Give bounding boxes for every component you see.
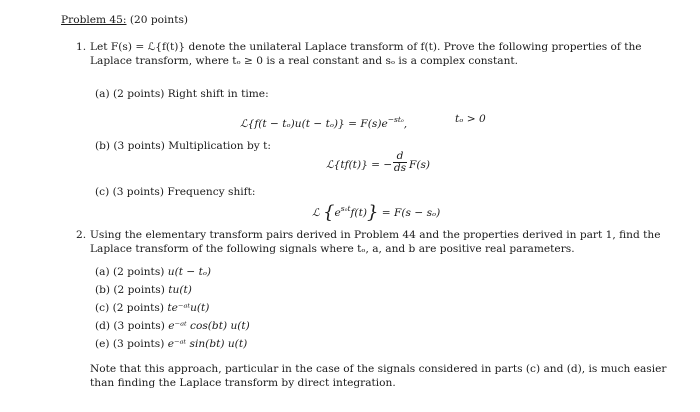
part1c-equation bbox=[312, 202, 441, 223]
part1-number: 1. bbox=[76, 41, 87, 53]
part2-item-d-label: (d) (3 points) bbox=[95, 320, 165, 332]
part1c-exponent: sₒt bbox=[340, 204, 351, 213]
part1c-ft: f(t) bbox=[350, 207, 367, 219]
part1c-equation-right: = F(s − sₒ) bbox=[381, 207, 441, 219]
part1a-label: (a) (2 points) Right shift in time: bbox=[95, 88, 269, 100]
part1c-label: (c) (3 points) Frequency shift: bbox=[95, 186, 256, 198]
problem-label: Problem 45: bbox=[61, 14, 127, 26]
part2-item-b-expr: tu(t) bbox=[168, 284, 192, 296]
part2-item-e-expr: e⁻ᵃᵗ sin(bt) u(t) bbox=[167, 338, 248, 350]
part2-item-e-label: (e) (3 points) bbox=[95, 338, 165, 350]
part2-item-c-label: (c) (2 points) bbox=[95, 302, 165, 314]
part1b-fraction-den: ds bbox=[393, 162, 407, 174]
part1b-label: (b) (3 points) Multiplication by t: bbox=[95, 140, 271, 152]
part2-note-line1: Note that this approach, particular in the case of the signals considered in parts (c) and (d), is much easier bbox=[90, 363, 667, 375]
part1a-equation-main: ℒ{f(t − tₒ)u(t − tₒ)} = F(s)e bbox=[240, 118, 388, 130]
part2-item-a-label: (a) (2 points) bbox=[95, 266, 165, 278]
problem-points: (20 points) bbox=[129, 14, 189, 26]
part1b-equation-right: F(s) bbox=[409, 159, 431, 171]
part2-item-e bbox=[95, 338, 247, 351]
part2-item-b-label: (b) (2 points) bbox=[95, 284, 165, 296]
part2-item-d-expr: e⁻ᵃᵗ cos(bt) u(t) bbox=[168, 320, 250, 332]
part2-item-d bbox=[95, 320, 250, 333]
part2-line1: Using the elementary transform pairs derived in Problem 44 and the properties derived in part 1, find the bbox=[90, 229, 661, 241]
part1b-equation-left: ℒ{tf(t)} = − bbox=[326, 159, 393, 171]
part2-item-a-expr: u(t − tₒ) bbox=[167, 266, 212, 278]
part2-item-c bbox=[95, 302, 209, 315]
part2-item-b bbox=[95, 284, 192, 297]
part1c-operator: ℒ bbox=[312, 207, 320, 219]
part1a-equation: ℒ{f(t − $t_o)u(t - t_o)\} = F(s)e^{-st_o}$, bbox=[240, 115, 408, 130]
part2-item-a bbox=[95, 266, 211, 279]
problem-header bbox=[61, 14, 188, 27]
part2-item-c-expr: te⁻ᵃᵗu(t) bbox=[167, 302, 210, 314]
part1a-exponent: −stₒ bbox=[387, 115, 404, 124]
part1c-close-brace: } bbox=[366, 202, 379, 223]
part1-line1: Let F(s) = ℒ{f(t)} denote the unilateral Laplace transform of f(t). Prove the following properties of the bbox=[90, 41, 642, 53]
part1b-fraction-num: d bbox=[396, 150, 404, 162]
part2-note-line2: than finding the Laplace transform by direct integration. bbox=[90, 377, 396, 389]
part2-line2: Laplace transform of the following signals where tₒ, a, and b are positive real parameters. bbox=[90, 243, 575, 255]
part1a-condition: tₒ > 0 bbox=[455, 113, 486, 125]
part1b-fraction bbox=[393, 151, 407, 174]
part1c-open-brace: { bbox=[323, 202, 335, 223]
part1c-e: e bbox=[334, 207, 341, 219]
part2-number: 2. bbox=[76, 229, 87, 241]
part1-line2: Laplace transform, where tₒ ≥ 0 is a real constant and sₒ is a complex constant. bbox=[90, 55, 519, 67]
